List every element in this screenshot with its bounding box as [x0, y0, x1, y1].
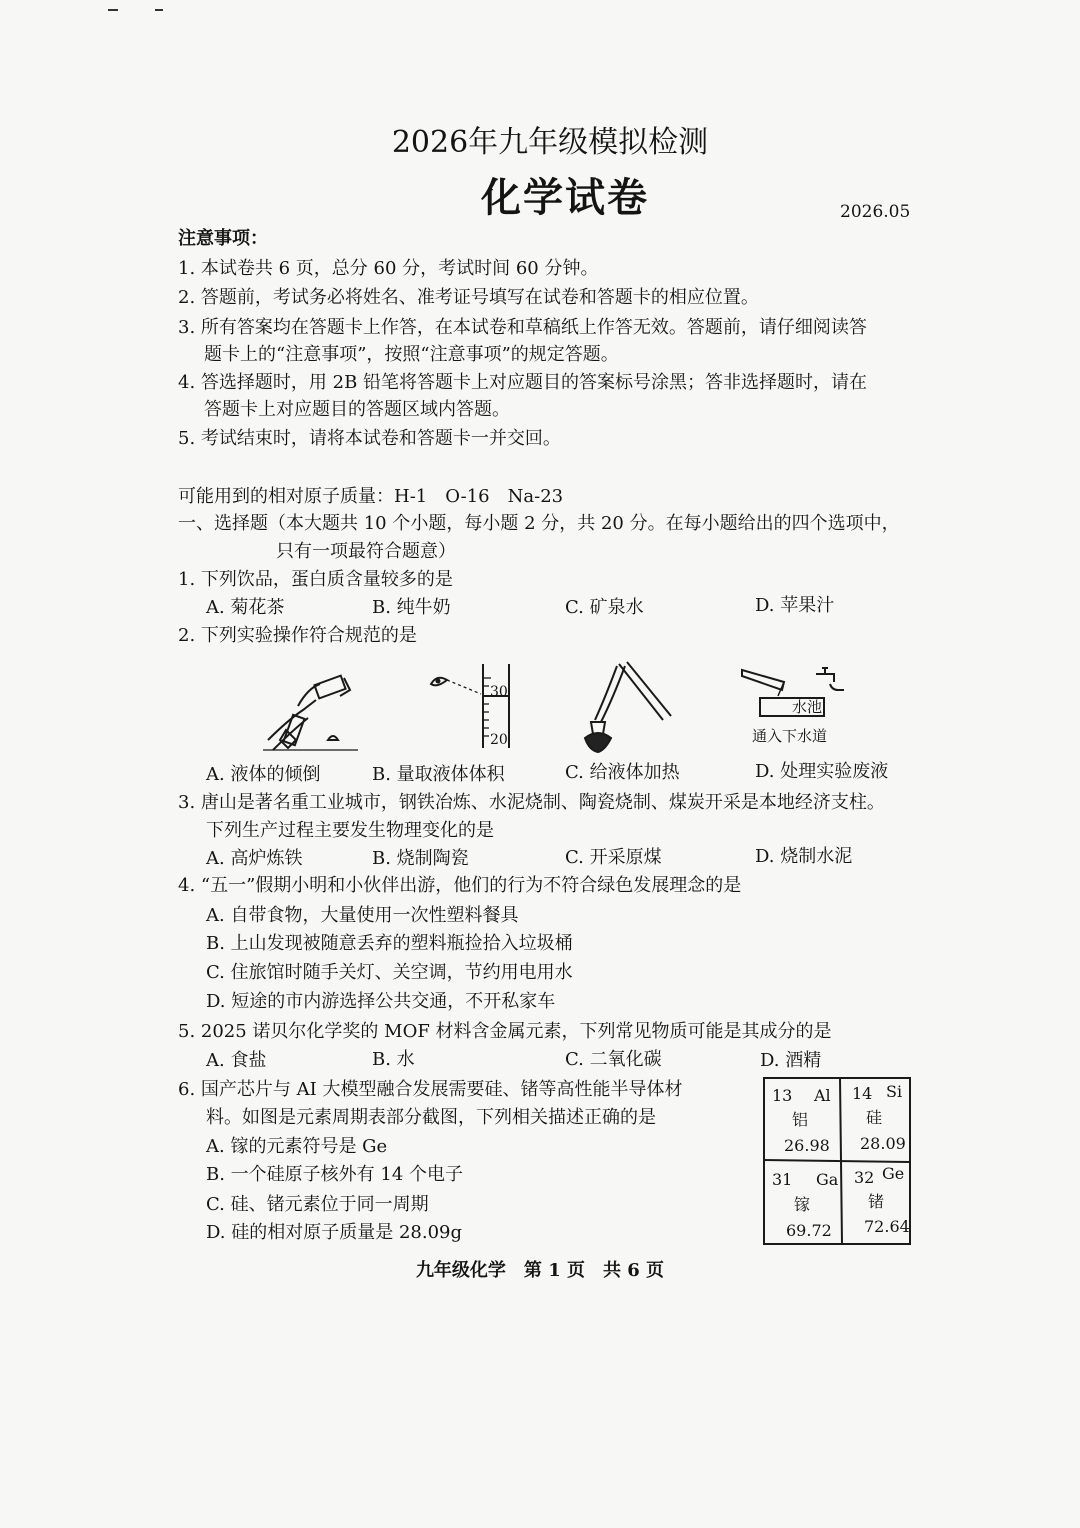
- figure-graduated-cylinder: [425, 660, 525, 752]
- periodic-table-excerpt: [762, 1076, 912, 1246]
- section-heading: 一、选择题（本大题共 10 个小题，每小题 2 分，共 20 分。在每小题给出的四个选项中，: [178, 513, 900, 534]
- question-2-option-c: C. 给液体加热: [565, 762, 680, 783]
- exam-title: 2026年九年级模拟检测: [391, 125, 709, 160]
- element-mass: 28.09: [860, 1134, 906, 1153]
- note-item: 3. 所有答案均在答题卡上作答，在本试卷和草稿纸上作答无效。答题前，请仔细阅读答: [178, 317, 867, 338]
- question-3-stem-cont: 下列生产过程主要发生物理变化的是: [206, 820, 494, 841]
- question-6-option-d: D. 硅的相对原子质量是 28.09g: [206, 1222, 463, 1243]
- question-5-option-d: D. 酒精: [760, 1050, 822, 1071]
- scan-speck: [155, 9, 163, 11]
- element-mass: 69.72: [786, 1221, 832, 1240]
- question-6-stem: 6. 国产芯片与 AI 大模型融合发展需要硅、锗等高性能半导体材: [178, 1079, 683, 1100]
- question-4-stem: 4. “五一”假期小明和小伙伴出游，他们的行为不符合绿色发展理念的是: [178, 875, 742, 896]
- element-mass: 72.64: [864, 1217, 910, 1236]
- question-3-option-b: B. 烧制陶瓷: [372, 848, 469, 869]
- question-6-option-c: C. 硅、锗元素位于同一周期: [206, 1194, 429, 1215]
- element-symbol: Ga: [816, 1170, 839, 1189]
- page-footer: 九年级化学 第 1 页 共 6 页: [415, 1260, 665, 1281]
- exam-subject-title: 化学试卷: [481, 174, 649, 221]
- question-2-stem: 2. 下列实验操作符合规范的是: [178, 625, 417, 646]
- question-4-option-a: A. 自带食物，大量使用一次性塑料餐具: [206, 905, 519, 926]
- element-number: 31: [772, 1170, 793, 1189]
- figure-sink-label: 水池: [792, 698, 823, 716]
- element-symbol: Si: [886, 1082, 903, 1101]
- question-1-option-d: D. 苹果汁: [755, 595, 835, 616]
- figure-pour-liquid: [258, 660, 368, 755]
- question-6-stem-cont: 料。如图是元素周期表部分截图，下列相关描述正确的是: [206, 1107, 656, 1128]
- cylinder-mark-20: 20: [490, 732, 508, 748]
- element-number: 32: [854, 1168, 875, 1187]
- question-3-option-a: A. 高炉炼铁: [206, 848, 303, 869]
- note-item: 4. 答选择题时，用 2B 铅笔将答题卡上对应题目的答案标号涂黑；答非选择题时，请在: [178, 372, 868, 393]
- question-5-option-b: B. 水: [372, 1049, 415, 1070]
- figure-drain-label: 通入下水道: [752, 727, 828, 745]
- question-6-option-a: A. 镓的元素符号是 Ge: [206, 1136, 388, 1157]
- question-5-option-c: C. 二氧化碳: [565, 1049, 662, 1070]
- question-4-option-d: D. 短途的市内游选择公共交通，不开私家车: [206, 991, 556, 1012]
- element-number: 13: [772, 1086, 793, 1105]
- cylinder-mark-30: 30: [490, 684, 508, 700]
- note-item: 1. 本试卷共 6 页，总分 60 分，考试时间 60 分钟。: [178, 258, 599, 279]
- element-number: 14: [852, 1084, 873, 1103]
- question-5-stem: 5. 2025 诺贝尔化学奖的 MOF 材料含金属元素，下列常见物质可能是其成分的是: [178, 1021, 832, 1042]
- notes-heading: 注意事项：: [178, 228, 268, 249]
- element-mass: 26.98: [784, 1136, 830, 1155]
- note-item: 2. 答题前，考试务必将姓名、准考证号填写在试卷和答题卡的相应位置。: [178, 287, 759, 308]
- question-6-option-b: B. 一个硅原子核外有 14 个电子: [206, 1164, 464, 1185]
- exam-date: 2026.05: [840, 202, 911, 222]
- question-2-option-d: D. 处理实验废液: [755, 761, 889, 782]
- section-heading-cont: 只有一项最符合题意）: [276, 541, 456, 562]
- question-1-option-b: B. 纯牛奶: [372, 597, 451, 618]
- element-name: 铝: [792, 1110, 809, 1129]
- question-1-option-c: C. 矿泉水: [565, 597, 644, 618]
- element-name: 硅: [866, 1108, 883, 1127]
- note-item: 题卡上的“注意事项”，按照“注意事项”的规定答题。: [204, 344, 619, 365]
- question-3-option-d: D. 烧制水泥: [755, 846, 853, 867]
- element-name: 镓: [794, 1195, 811, 1214]
- question-3-option-c: C. 开采原煤: [565, 847, 662, 868]
- question-4-option-c: C. 住旅馆时随手关灯、关空调，节约用电用水: [206, 962, 573, 983]
- question-1-option-a: A. 菊花茶: [206, 597, 285, 618]
- question-4-option-b: B. 上山发现被随意丢弃的塑料瓶捡拾入垃圾桶: [206, 933, 573, 954]
- question-3-stem: 3. 唐山是著名重工业城市，钢铁冶炼、水泥烧制、陶瓷烧制、煤炭开采是本地经济支柱。: [178, 792, 885, 813]
- question-2-option-a: A. 液体的倾倒: [206, 764, 321, 785]
- question-2-option-b: B. 量取液体体积: [372, 764, 505, 785]
- element-name: 锗: [868, 1192, 885, 1211]
- note-item: 答题卡上对应题目的答题区域内答题。: [204, 399, 510, 420]
- scan-speck: [108, 9, 118, 11]
- element-symbol: Ge: [882, 1164, 905, 1183]
- note-item: 5. 考试结束时，请将本试卷和答题卡一并交回。: [178, 428, 561, 449]
- question-5-option-a: A. 食盐: [206, 1050, 267, 1071]
- question-1-stem: 1. 下列饮品，蛋白质含量较多的是: [178, 569, 453, 590]
- atomic-mass-line: 可能用到的相对原子质量：H-1 O-16 Na-23: [178, 486, 564, 507]
- figure-heat-liquid: [575, 658, 675, 758]
- element-symbol: Al: [814, 1086, 831, 1105]
